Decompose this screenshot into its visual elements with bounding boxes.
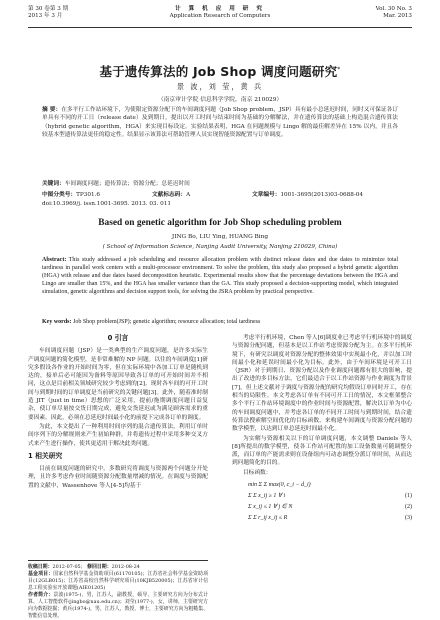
keywords-en-label: Key words: <box>42 319 72 325</box>
section-heading-intro: 0 引言 <box>107 334 129 342</box>
received-date: 2012-07-05； <box>52 564 86 570</box>
volume-issue-en: Vol. 30 No. 3 <box>375 6 412 12</box>
footnote <box>28 560 208 620</box>
paper-title <box>0 62 440 80</box>
keywords-cn <box>42 180 398 188</box>
header-right <box>376 6 412 20</box>
revised-date: 2012-08-24 <box>111 564 140 570</box>
paper-title-en: Based on genetic algorithm for Job Shop scheduling problem <box>98 218 342 228</box>
abstract-cn-text: 在多平行工作站环境下，为使限定资源分配下的车间调度问题（Job Shop problem，JSP）具有最小总延迟时间，同时又可保证各订单具有不同的开工日（release date）及到期日，提出以开工时间与结束时间为基础的分解解法，并在遗传算法的基础上构造混合遗传算法（hybrid genetic algorithm，HGA）来实现目标设定。实验结果表明，HGA 在问题规模与 Lingo 解的最佳解差异在 15% 以内，并且各较基本型遗传算法更佳的稳定性。结果显示该算法可帮助管理人员实现智能资源配置与订单调度。 <box>42 107 398 139</box>
paragraph: 为实解与资源相关以下的订单调度问题，本文调整 Daniels 等人[8]所提出的数学模型，使各工作站可配置的加工设备数量可随调整分派，而订单的产能需求则在设备组内可动态调整分派订单时间，从而达到问题简化的目的。 <box>232 435 412 467</box>
formula-number: (2) <box>405 504 412 511</box>
doi[interactable]: doi:10.3969/j. issn.1001-3695. 2013. 03. 011 <box>42 201 172 207</box>
paragraph: 目前在调度问题的研究中，多数研究将调度与资源两个问题分开处理，且许多考虑作业时间随资源分配数量增减的情况。在调度与资源配置的文献中，Wassenhove 等人[4-5]均基于 <box>28 466 208 489</box>
header-center <box>28 6 412 20</box>
date-cn: 2013 年 3 月 <box>28 13 63 19</box>
affiliation-en: ( School of Information Science, Nanjing Audit University, Nanjing 210029, China) <box>102 244 338 250</box>
fund-label: 基金项目： <box>28 571 54 577</box>
abstract-en-text: This study addressed a job scheduling and resource allocation problem with distinct release dates and due dates to minimize total tardiness in parallel work centers with a multi-processor environment. To solve the problem, this study also proposed a hybrid genetic algorithm (HGA) with release and due dates based decomposition heuristic. Experimental results show that the percentage deviations between the HGA and Lingo are smaller than 15%, and the HGA has smaller variance than the GA. This study proposed a decision-supporting model, which integrated simulation, genetic algorithms and decision support tools, for solving the JSRA problem by practical perspective. <box>42 257 398 296</box>
doc-value: A <box>186 192 191 198</box>
title-footnote-mark: * <box>337 65 341 73</box>
objective-expr: min Σ Σ max(0, c_i − d_i) <box>248 482 311 489</box>
revised-label: 修回日期： <box>87 564 112 570</box>
constraint-expr: Σ x_ij ≤ 1 ∀ j ∈ N <box>248 504 293 511</box>
model-formulas <box>232 480 412 524</box>
art-label: 文章编号： <box>252 192 281 198</box>
clc-label: 中图分类号： <box>42 192 77 198</box>
keywords-cn-label: 关键词： <box>42 181 65 187</box>
clc-number <box>42 191 152 199</box>
paragraph: 为此，本文提出了一种利用时间序列的混合遗传算法，利用订单时间序列下的分解规则来产生初始种群，并将遗传过程中采用多种交叉方式来产生进行操作，使其更适用于解决此类问题。 <box>28 423 208 447</box>
bio-label: 作者简介： <box>28 592 54 598</box>
classification-line <box>42 191 398 199</box>
keywords-cn-text: 车间调度问题；遗传算法；资源分配；总延迟时间 <box>64 181 190 187</box>
author-list: 景 波，刘 莹，黄 兵 <box>176 82 264 91</box>
fund-text: 国家自然科学基金资助项目(61170105)；江苏省社会科学基金资助项目(12GLB015)；江苏省高校自然科学研究项目(10KJB520005)；江苏省审计信息工程实验室开放课题(AIE01205) <box>28 571 208 591</box>
paragraph: 考虑平行机环境，Chen 等人[6]调度业已考虑平行机环境中的调度与资源分配问题，但基本是以工作站考虑资源分配为主。在多平行机环境下，有研究以调度对资源分配的整体效果中实现最小化，并以加工时间最小化和延误时间最小化为目标。此外，由于车间环境是可开工日（JSR）对于到期日、资源分配以及作业调度问题都有很大的影响，提出了改进的多目标方法，它们最适合于以工作站资源与作业调度为背景[7]，但上述文献对于调度与资源分配的研究均假设订单同时开工，存在相当的局限性。本文考虑各订单有不同可开工日的情况，本文框架整合多个平行工作站环境调度中的作业时间与资源配置，解决以订单为中心的车间调度问题中，并考虑各订单的不同开工时间与到期时间，结合遗传算法搜索解空间优化的目标函数，来构建车间调度与资源分配问题的数学模型，以达到订单总延迟时间最小化。 <box>232 335 412 433</box>
doc-code <box>152 191 252 199</box>
constraint-expr: Σ Σ x_ij ≥ 1 ∀ i <box>248 493 286 500</box>
formula-objective <box>232 480 412 491</box>
section-heading-related: 1 相关研究 <box>28 451 63 460</box>
bio-text: 景波(1975-)，男，江苏人，副教授，硕导，主要研究方向为分布式计算、人工智能软件(jingbo@nau.edu.cn)；刘莹(1977-)，女，讲师，主要研究方向为数据挖掘；黄兵(1974-)，男，江苏人，教授，博士，主要研究方向为粗糙集、智能信息处理。 <box>28 592 208 619</box>
abstract-en <box>42 256 398 296</box>
doc-label: 文献标志码： <box>152 192 187 198</box>
abstract-en-label: Abstract: <box>42 257 67 263</box>
received-label: 收稿日期： <box>28 564 53 570</box>
article-number <box>252 191 398 199</box>
clc-value: TP301.6 <box>76 192 101 198</box>
paper-title-text: 基于遗传算法的 Job Shop 调度问题研究 <box>99 64 338 79</box>
abstract-cn <box>42 106 398 140</box>
running-header <box>28 6 412 28</box>
formula-constraint <box>232 513 412 524</box>
body-right-column <box>232 334 412 527</box>
formula-constraint <box>232 491 412 502</box>
abstract-cn-label: 摘 要： <box>42 107 62 113</box>
affiliation: （南京审计学院 信息科学学院，南京 210029） <box>157 97 283 103</box>
date-en: Mar. 2013 <box>383 13 412 19</box>
author-list-en: JING Bo, LIU Ying, HUANG Bing <box>171 234 269 240</box>
paragraph: 车间调度问题（JSP）是一类典型的生产调度问题，是许多实际生产调度问题的简化模型，是非常难解的 NP 问题。以往的车间调度[1]研究多假设各作业的开始时间为零，但在实际环境中各加工订单是随机到达的，接单后必可能因为备料等原因导致各订单的可开始时间并不相同，这点是目前相关领域研究较少考虑到的[2]。现时各车间的可开工时间与到期时间的订单调度是当前研究的关键问题[3]。此外，随着准时制造 JIT（just in time）思想的广泛采用，提前/拖期调度问题日益复杂，使订单尽量按交货日期完成，避免交货延迟或为满足顾客需求的重要因素。因此，必须在总延迟时间最小化的前提下完成各订单的调度。 <box>28 348 208 421</box>
body-left-column <box>28 334 208 491</box>
formula-number: (1) <box>405 493 412 500</box>
keywords-en-text: Job Shop problem(JSP); genetic algorithm; resource allocation; total tardiness <box>71 319 261 325</box>
art-value: 1001-3695(2013)03-0688-04 <box>280 192 364 198</box>
journal-name-en: Application Research of Computers <box>169 13 271 19</box>
constraint-expr: Σ Σ r_ij x_ij ≤ R <box>248 515 288 522</box>
formula-number: (3) <box>405 515 412 522</box>
volume-issue-cn: 第 30 卷第 3 期 <box>28 6 69 12</box>
formula-constraint <box>232 502 412 513</box>
keywords-en <box>42 318 398 326</box>
journal-name-cn: 计 算 机 应 用 研 究 <box>175 6 265 12</box>
objective-label: 目标函数： <box>243 469 272 476</box>
